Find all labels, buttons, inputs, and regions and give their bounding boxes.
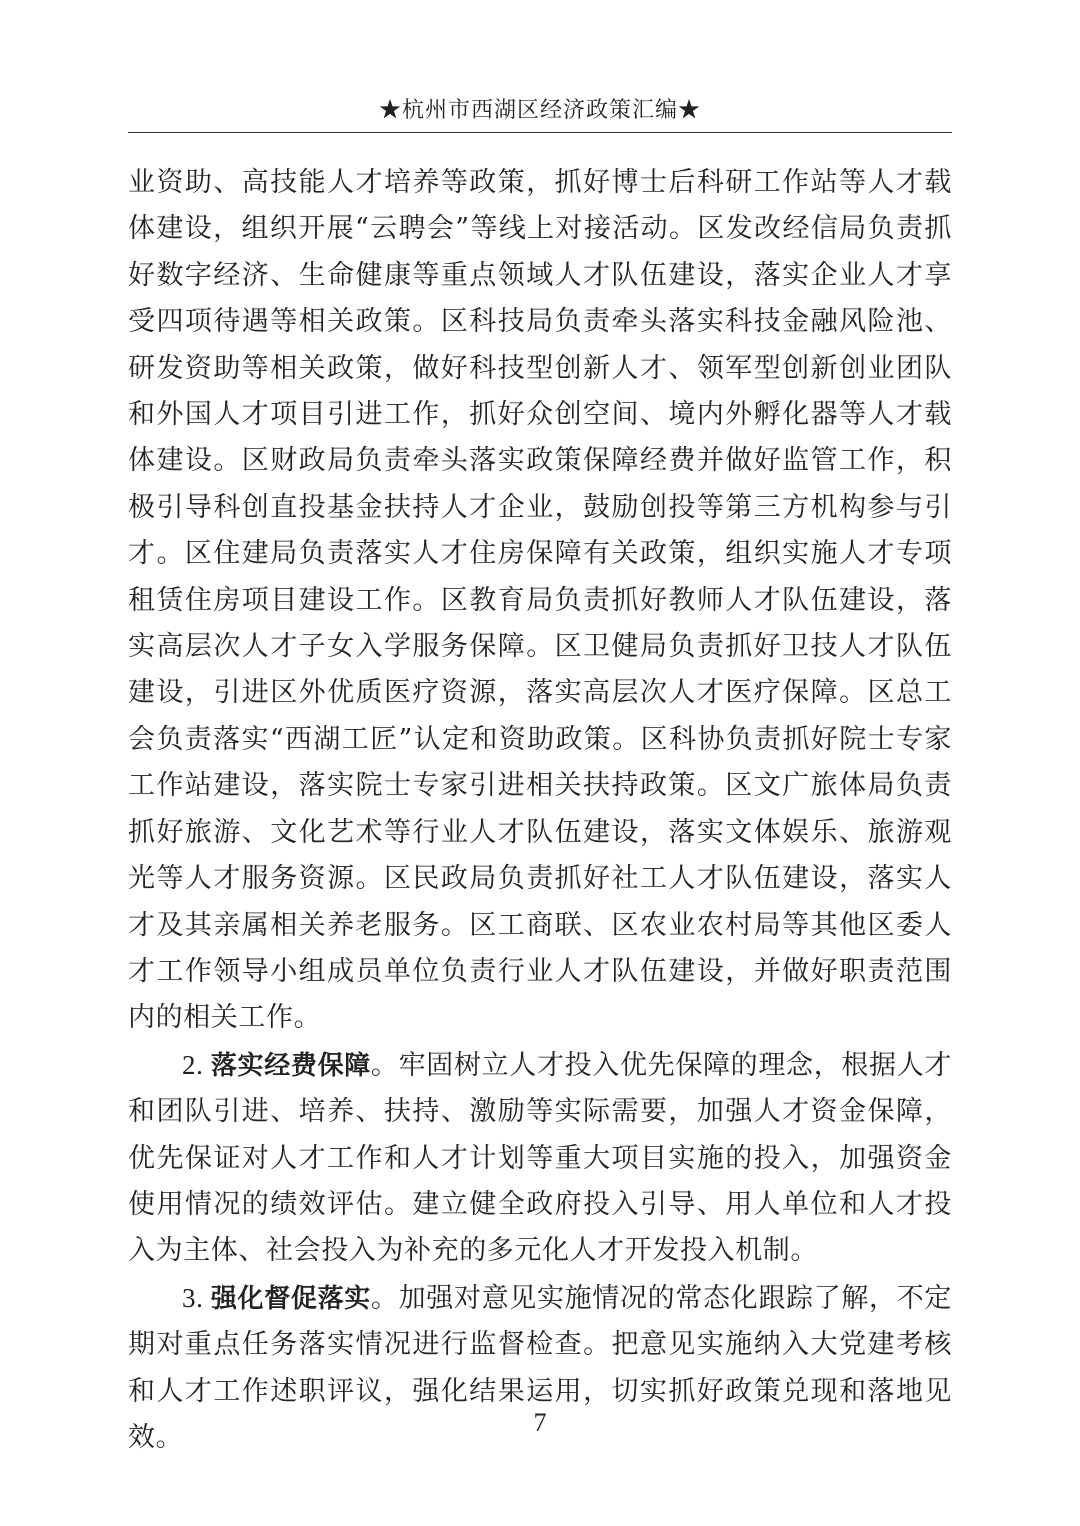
item-number: 2. bbox=[182, 1049, 211, 1080]
item-text: 。加强对意见实施情况的常态化跟踪了解，不定期对重点任务落实情况进行监督检查。把意见实施纳入大党建考核和人才工作述职评议，强化结果运用，切实抓好政策兑现和落地见效。 bbox=[128, 1282, 952, 1453]
item-heading: 强化督促落实 bbox=[210, 1283, 371, 1314]
running-header: ★杭州市西湖区经济政策汇编★ bbox=[378, 98, 701, 123]
item-text: 。牢固树立人才投入优先保障的理念，根据人才和团队引进、培养、扶持、激励等实际需要，加强人才资金保障，优先保证对人才工作和人才计划等重大项目实施的投入，加强资金使用情况的绩效评估。建立健全政府投入引导、用人单位和人才投入为主体、社会投入为补充的多元化人才开发投入机制。 bbox=[128, 1049, 952, 1267]
body-text bbox=[128, 160, 952, 1461]
paragraph-continued: 业资助、高技能人才培养等政策，抓好博士后科研工作站等人才载体建设，组织开展“云聘会”等线上对接活动。区发改经信局负责抓好数字经济、生命健康等重点领域人才队伍建设，落实企业人才享受四项待遇等相关政策。区科技局负责牵头落实科技金融风险池、研发资助等相关政策，做好科技型创新人才、领军型创新创业团队和外国人才项目引进工作，抓好众创空间、境内外孵化器等人才载体建设。区财政局负责牵头落实政策保障经费并做好监管工作，积极引导科创直投基金扶持人才企业，鼓励创投等第三方机构参与引才。区住建局负责落实人才住房保障有关政策，组织实施人才专项租赁住房项目建设工作。区教育局负责抓好教师人才队伍建设，落实高层次人才子女入学服务保障。区卫健局负责抓好卫技人才队伍建设，引进区外优质医疗资源，落实高层次人才医疗保障。区总工会负责落实“西湖工匠”认定和资助政策。区科协负责抓好院士专家工作站建设，落实院士专家引进相关扶持政策。区文广旅体局负责抓好旅游、文化艺术等行业人才队伍建设，落实文体娱乐、旅游观光等人才服务资源。区民政局负责抓好社工人才队伍建设，落实人才及其亲属相关养老服务。区工商联、区农业农村局等其他区委人才工作领导小组成员单位负责行业人才队伍建设，并做好职责范围内的相关工作。 bbox=[128, 167, 952, 1034]
item-number: 3. bbox=[182, 1282, 211, 1313]
item-heading: 落实经费保障 bbox=[210, 1050, 371, 1081]
header-divider bbox=[128, 132, 952, 133]
page-number: 7 bbox=[533, 1408, 547, 1437]
paragraph-item-2 bbox=[128, 1042, 952, 1275]
